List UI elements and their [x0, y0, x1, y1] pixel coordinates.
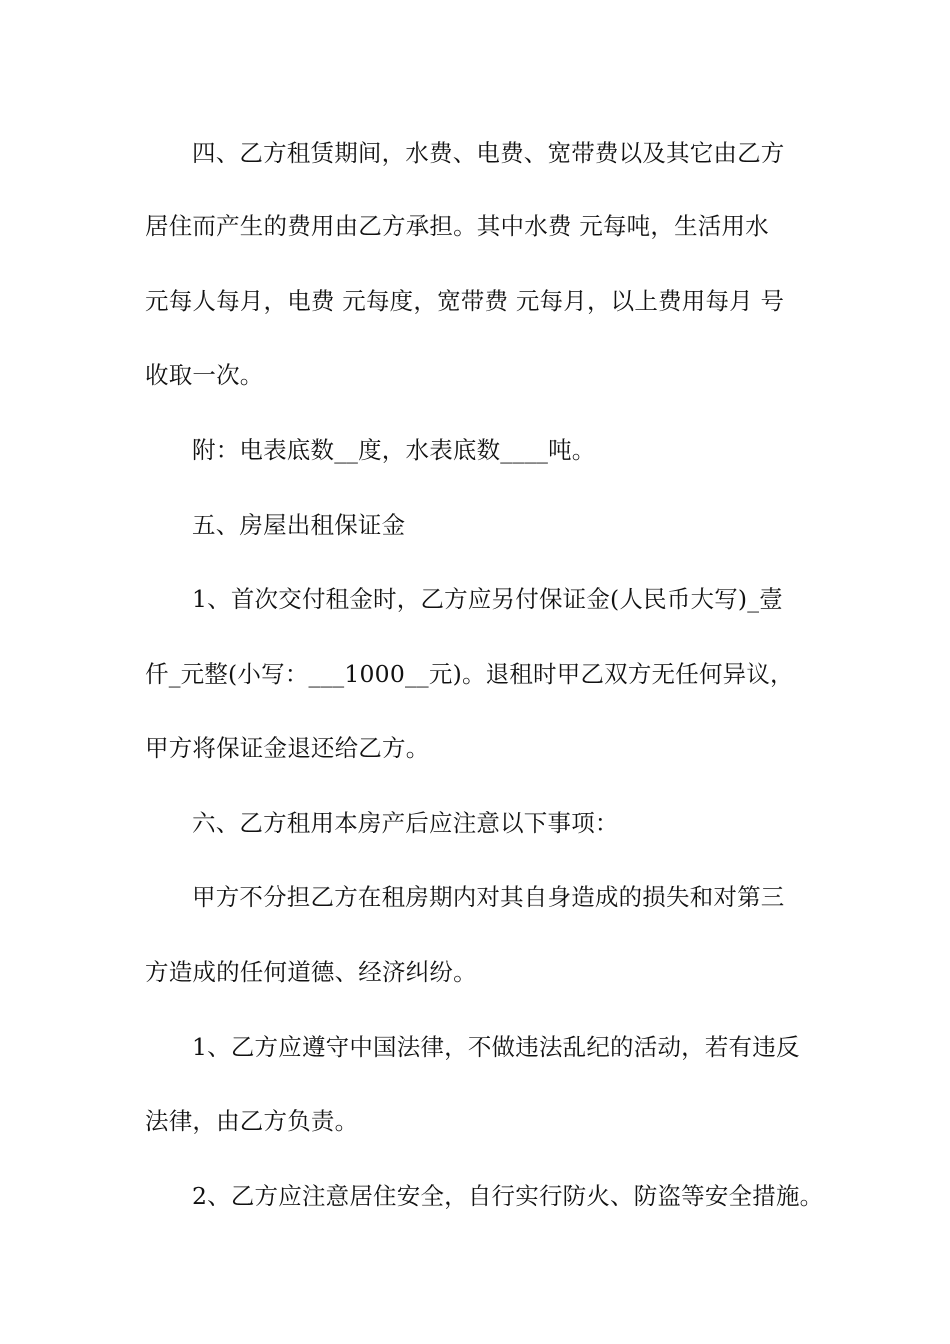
liability-line-1: 甲方不分担乙方在租房期内对其自身造成的损失和对第三 [192, 883, 785, 911]
paragraph-4-line-2: 居住而产生的费用由乙方承担。其中水费 元每吨，生活用水 [145, 212, 769, 240]
meter-reading-line: 附：电表底数__度，水表底数____吨。 [192, 436, 596, 464]
section-5-heading: 五、房屋出租保证金 [192, 511, 406, 539]
paragraph-4-line-3: 元每人每月，电费 元每度，宽带费 元每月，以上费用每月 号 [145, 287, 785, 315]
deposit-line-1: 1、首次交付租金时，乙方应另付保证金(人民币大写)_壹 [192, 585, 783, 613]
deposit-line-2: 仟_元整(小写：___1000__元)。退租时甲乙双方无任何异议， [145, 660, 794, 688]
item-1-line-1: 1、乙方应遵守中国法律，不做违法乱纪的活动，若有违反 [192, 1033, 800, 1061]
liability-line-2: 方造成的任何道德、经济纠纷。 [145, 958, 477, 986]
item-2-line-1: 2、乙方应注意居住安全，自行实行防火、防盗等安全措施。 [192, 1182, 824, 1210]
deposit-line-3: 甲方将保证金退还给乙方。 [145, 734, 430, 762]
item-1-line-2: 法律，由乙方负责。 [145, 1107, 359, 1135]
paragraph-4-line-4: 收取一次。 [145, 361, 264, 389]
section-6-heading: 六、乙方租用本房产后应注意以下事项： [192, 809, 619, 837]
paragraph-4-line-1: 四、乙方租赁期间，水费、电费、宽带费以及其它由乙方 [192, 139, 785, 167]
